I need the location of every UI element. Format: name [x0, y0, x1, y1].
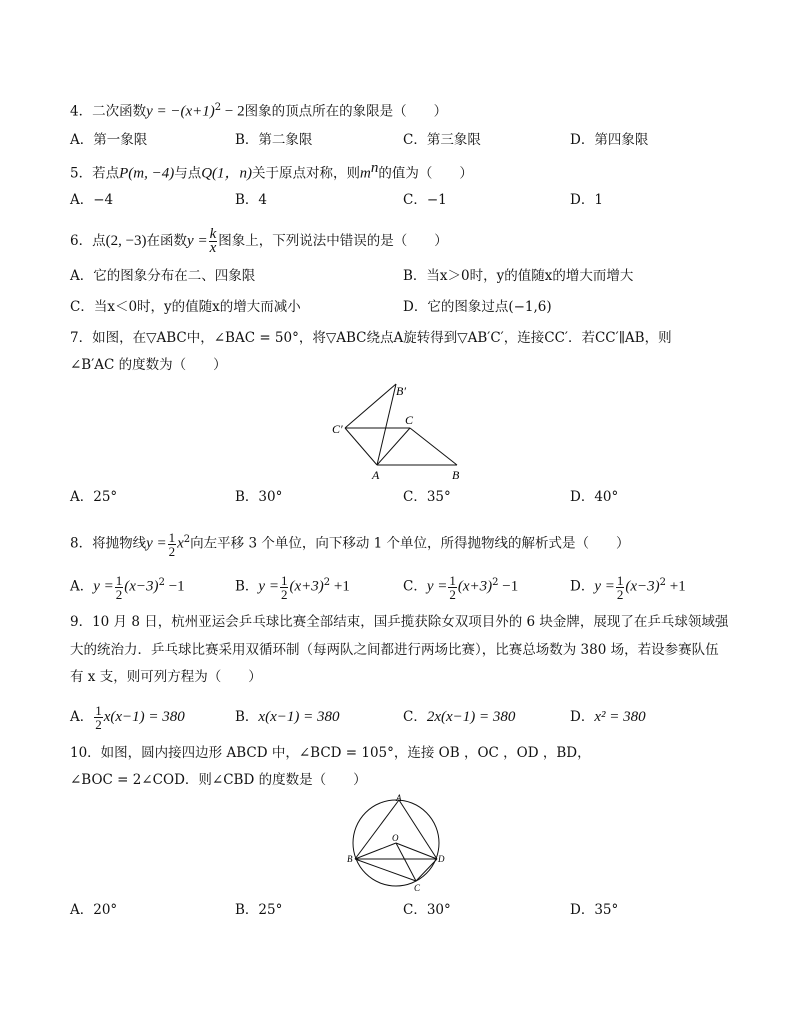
q6-y: y = [187, 233, 208, 249]
q4-option-b: B．第二象限 [235, 132, 313, 148]
q9-option-b: B．x(x−1) = 380 [235, 709, 340, 725]
q10-stem-line2: ∠BOC = 2∠COD．则∠CBD 的度数是（ ） [70, 772, 367, 788]
q6-option-a: A．它的图象分布在二、四象限 [70, 268, 256, 284]
q4-expr: y = −(x+1) [146, 103, 215, 120]
q6-den: x [209, 240, 217, 256]
q4-option-c: C．第三象限 [403, 132, 481, 148]
q10-segment-o-d [396, 843, 437, 859]
q9-stem-line3: 有 x 支，则可列方程为（ ） [70, 669, 262, 685]
q6-stem [70, 228, 448, 255]
q8-option-b: B．y = $\frac{1}{2}$ $(x+3)^2 +1$ [235, 572, 350, 602]
q7-label-cp: C′ [332, 422, 343, 436]
q5-option-c: C．−1 [403, 192, 447, 208]
q7-figure [325, 378, 475, 483]
q10-option-c: C．30° [403, 902, 451, 918]
q8-post: 向左平移 3 个单位，向下移动 1 个单位，所得抛物线的解析式是（ ） [190, 535, 630, 552]
q8-y: y = [146, 535, 167, 552]
q8-sup: 2 [183, 534, 191, 545]
q10-label-c: C [414, 883, 421, 893]
q10-segment-b-c [355, 859, 416, 881]
q6-point: (2, −3) [105, 233, 147, 249]
q10-figure [342, 793, 452, 893]
q6-fraction [209, 228, 218, 255]
q8-stem [70, 525, 630, 559]
q5-option-d: D．1 [570, 192, 603, 208]
q7-segment-cp-a [345, 428, 377, 465]
q10-segment-a-d [399, 800, 437, 859]
q7-label-bp: B′ [396, 384, 406, 398]
q7-option-d: D．40° [570, 489, 619, 505]
q7-segment-cp-bp [345, 384, 396, 428]
q5-option-a: A．−4 [70, 192, 114, 208]
q10-label-o: O [392, 833, 399, 843]
q7-option-b: B．30° [235, 489, 283, 505]
q9-stem-line1: 9．10 月 8 日，杭州亚运会乒乓球比赛全部结束，国乒揽获除女双项目外的 6 块金牌，展现了在乒乓球领域强 [70, 614, 729, 630]
q5-post2: 的值为（ ） [378, 165, 473, 182]
q6-num: k [209, 226, 217, 242]
q6-mid: 在函数 [146, 233, 188, 249]
q7-label-a: A [372, 468, 380, 482]
q8-option-c: C．y = $\frac{1}{2}$ $(x+3)^2 -1$ [403, 572, 519, 602]
q10-option-b: B．25° [235, 902, 283, 918]
q5-point-q: Q(1，n) [201, 165, 253, 182]
q10-segment-c-d [416, 859, 437, 881]
q7-segment-bp-a [377, 384, 396, 465]
q10-label-d: D [438, 854, 445, 864]
q4-pre: 4．二次函数 [70, 103, 147, 120]
q4-post: 图象的顶点所在的象限是（ ） [244, 103, 448, 120]
q4-sup: 2 [214, 102, 222, 113]
q8-option-a: A．y = $\frac{1}{2}$ $(x-3)^2 -1$ [70, 572, 185, 602]
q8-num: 1 [168, 529, 176, 545]
q6-option-b: B．当x＞0时，y的值随x的增大而增大 [403, 268, 634, 284]
q5-option-b: B．4 [235, 192, 268, 208]
q9-option-a: A． $\frac{1}{2}$ x(x−1) = 380 [70, 703, 185, 732]
q9-option-c: C．2x(x−1) = 380 [403, 709, 516, 725]
q6-option-d: D．它的图象过点(−1,6) [403, 299, 552, 315]
q6-pre: 6．点 [70, 233, 106, 249]
q5-n: n [370, 160, 379, 176]
q7-option-c: C．35° [403, 489, 451, 505]
q10-option-a: A．20° [70, 902, 118, 918]
q5-stem [70, 158, 473, 184]
q7-stem-line1: 7．如图，在▽ABC中，∠BAC = 50°，将▽ABC绕点A旋转得到▽AB′C′，连接CC′．若CC′∥AB，则 [70, 330, 672, 346]
q5-post1: 关于原点对称，则 [252, 165, 361, 182]
q8-den: 2 [168, 543, 176, 559]
q10-stem-line1: 10．如图，圆内接四边形 ABCD 中，∠BCD = 105°，连接 OB ，OC ，OD ，BD， [70, 745, 591, 761]
q8-fraction [168, 531, 177, 558]
q10-label-a: A [396, 793, 402, 803]
q6-option-c: C．当x＜0时，y的值随x的增大而减小 [70, 299, 301, 315]
q7-label-c: C [405, 413, 414, 427]
q4-option-d: D．第四象限 [570, 132, 649, 148]
q8-option-d: D．y = $\frac{1}{2}$ $(x-3)^2 +1$ [570, 572, 686, 602]
q4-stem [70, 98, 447, 122]
q5-mid: 与点 [174, 165, 202, 182]
q7-stem-line2: ∠B′AC 的度数为（ ） [70, 357, 227, 373]
q7-segment-c-b [410, 428, 457, 465]
q7-label-b: B [452, 468, 460, 482]
q5-pre: 5．若点 [70, 165, 120, 182]
q7-segment-c-a [377, 428, 410, 465]
q10-label-b: B [347, 854, 353, 864]
q6-post: 图象上，下列说法中错误的是（ ） [218, 233, 448, 249]
q8-pre: 8．将抛物线 [70, 535, 147, 552]
q4-option-a: A．第一象限 [70, 132, 148, 148]
q10-option-d: D．35° [570, 902, 619, 918]
q4-expr-tail: − 2 [221, 103, 245, 120]
q5-point-p: P(m, −4) [119, 165, 175, 182]
q7-option-a: A．25° [70, 489, 118, 505]
q5-m: m [360, 165, 371, 182]
q8-x: x [177, 535, 184, 552]
q9-stem-line2: 大的统治力．乒乓球比赛采用双循环制（每两队之间都进行两场比赛），比赛总场数为 380 场，若设参赛队伍 [70, 642, 719, 658]
q9-option-d: D．x² = 380 [570, 709, 646, 725]
